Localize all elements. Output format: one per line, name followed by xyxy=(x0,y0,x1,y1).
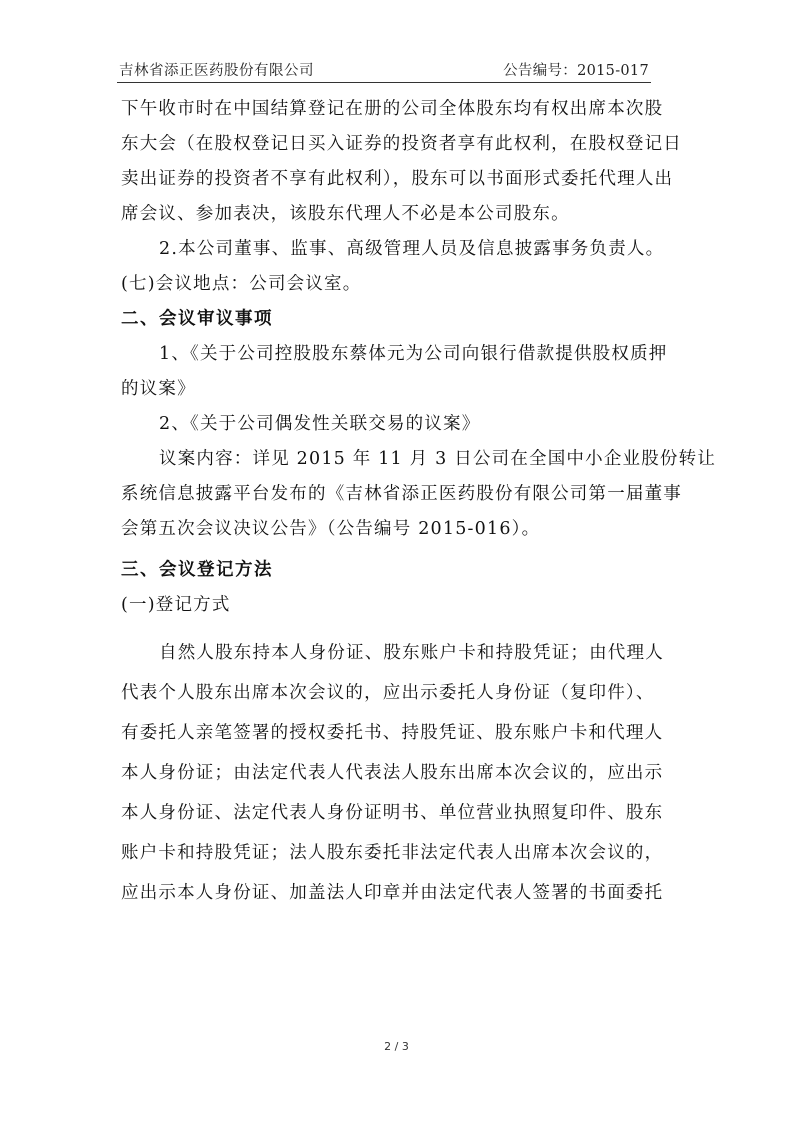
text-line: 有委托人亲笔签署的授权委托书、持股凭证、股东账户卡和代理人 xyxy=(121,723,664,743)
text-line: 应出示本人身份证、加盖法人印章并由法定代表人签署的书面委托 xyxy=(121,883,664,903)
section-heading-registration: 三、会议登记方法 xyxy=(121,560,273,580)
text-line: 账户卡和持股凭证；法人股东委托非法定代表人出席本次会议的， xyxy=(121,843,664,863)
text-line: 下午收市时在中国结算登记在册的公司全体股东均有权出席本次股 xyxy=(121,99,664,119)
text-line: 东大会（在股权登记日买入证券的投资者享有此权利，在股权登记日 xyxy=(121,134,682,154)
text-line: 卖出证券的投资者不享有此权利），股东可以书面形式委托代理人出 xyxy=(121,169,674,189)
text-line: 会第五次会议决议公告》（公告编号 2015-016）。 xyxy=(121,519,541,539)
text-line: 系统信息披露平台发布的《吉林省添正医药股份有限公司第一届董事 xyxy=(121,484,682,504)
page-number: 2 / 3 xyxy=(384,1040,409,1053)
section-heading-agenda: 二、会议审议事项 xyxy=(121,309,273,329)
page-header xyxy=(117,56,651,83)
paragraph-meeting-location: (七)会议地点：公司会议室。 xyxy=(121,274,362,294)
paragraph-attendees: 2.本公司董事、监事、高级管理人员及信息披露事务负责人。 xyxy=(159,239,665,259)
text-line: 的议案》 xyxy=(121,379,196,399)
paragraph-registration-details xyxy=(121,633,677,913)
paragraph-proposal-content xyxy=(121,442,717,547)
text-line: 本人身份证、法定代表人身份证明书、单位营业执照复印件、股东 xyxy=(121,803,664,823)
document-body xyxy=(121,92,717,913)
text-line: 代表个人股东出席本次会议的，应出示委托人身份证（复印件）、 xyxy=(121,683,655,703)
text-line: 本人身份证；由法定代表人代表法人股东出席本次会议的，应出示 xyxy=(121,763,664,783)
text-line: 1、《关于公司控股股东蔡体元为公司向银行借款提供股权质押 xyxy=(159,344,668,364)
text-line: 自然人股东持本人身份证、股东账户卡和持股凭证；由代理人 xyxy=(159,643,664,663)
agenda-item-1 xyxy=(121,337,677,407)
subheading-registration-method: (一)登记方式 xyxy=(121,595,231,615)
paragraph-shareholders-eligibility xyxy=(121,92,682,232)
agenda-item-2: 2、《关于公司偶发性关联交易的议案》 xyxy=(159,414,481,434)
company-name: 吉林省添正医药股份有限公司 xyxy=(119,63,314,79)
text-line: 议案内容：详见 2015 年 11 月 3 日公司在全国中小企业股份转让 xyxy=(159,449,717,469)
text-line: 席会议、参加表决，该股东代理人不必是本公司股东。 xyxy=(121,204,570,224)
notice-number: 公告编号：2015-017 xyxy=(503,63,649,79)
